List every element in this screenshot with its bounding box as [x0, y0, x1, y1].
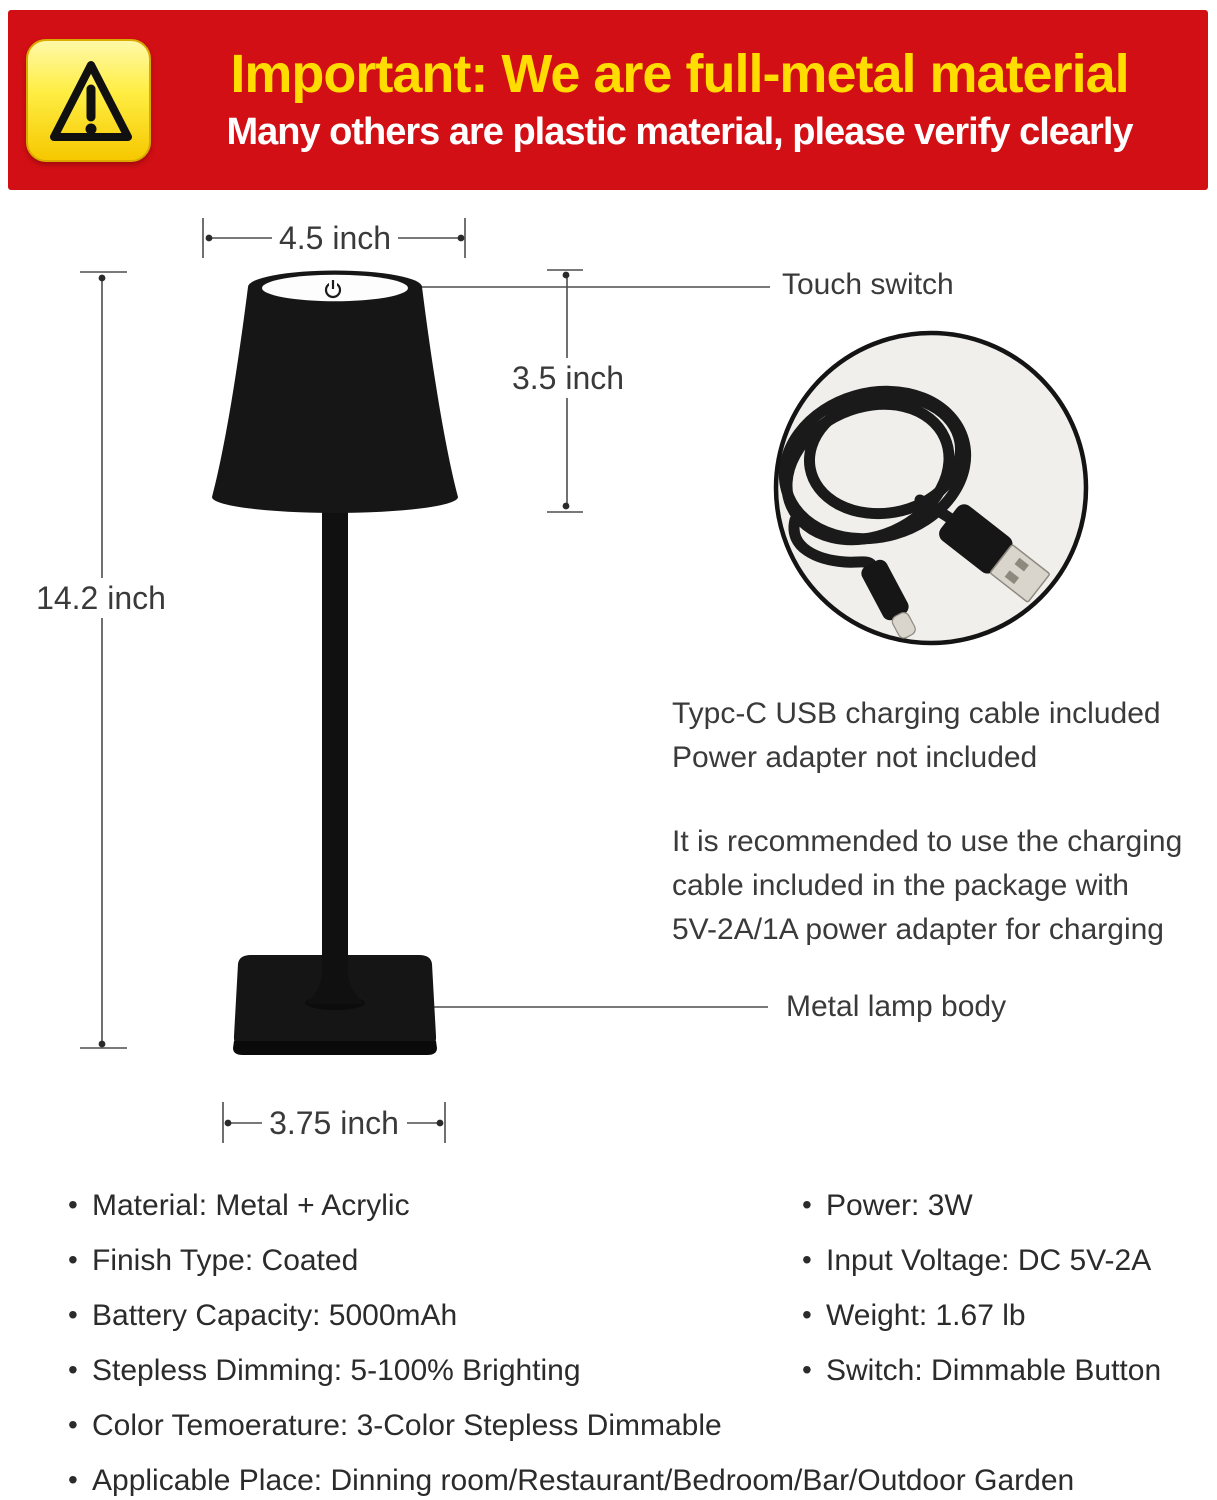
spec-item: • Material: Metal + Acrylic — [66, 1190, 1196, 1222]
cable-note-line1: Typc-C USB charging cable included — [672, 697, 1161, 730]
specs-right-list — [800, 1190, 1210, 1410]
banner-title: Important: We are full-metal material — [230, 44, 1129, 104]
spec-item: • Input Voltage: DC 5V-2A — [800, 1245, 1210, 1277]
banner-subtitle: Many others are plastic material, please verify clearly — [226, 111, 1133, 153]
metal-body-callout-line — [389, 1004, 768, 1011]
dimension-top-width-label: 4.5 inch — [278, 220, 392, 256]
spec-item: • Power: 3W — [800, 1190, 1210, 1222]
spec-item: • Battery Capacity: 5000mAh — [66, 1300, 1196, 1332]
spec-item: • Color Temoerature: 3-Color Stepless Dimmable — [66, 1410, 1196, 1442]
metal-lamp-body-label: Metal lamp body — [786, 990, 1007, 1023]
touch-switch-label: Touch switch — [782, 268, 954, 301]
spec-item: • Applicable Place: Dinning room/Restaurant/Bedroom/Bar/Outdoor Garden — [66, 1465, 1196, 1497]
lamp-pole — [305, 498, 365, 1010]
spec-item: • Switch: Dimmable Button — [800, 1355, 1210, 1387]
charging-note-line1: It is recommended to use the charging — [672, 825, 1183, 858]
charging-note-line2: cable included in the package with — [672, 869, 1129, 902]
spec-item: • Stepless Dimming: 5-100% Brighting — [66, 1355, 1196, 1387]
cable-note-block — [672, 692, 1161, 780]
charging-recommendation-block — [672, 820, 1182, 952]
cable-note-line2: Power adapter not included — [672, 741, 1038, 774]
dimension-shade-height-label: 3.5 inch — [503, 358, 633, 398]
dimension-total-height-lines — [80, 272, 127, 1048]
charging-note-line3: 5V-2A/1A power adapter for charging — [672, 913, 1164, 946]
lamp-shade — [212, 271, 458, 513]
dimension-total-height-label: 14.2 inch — [30, 578, 172, 618]
spec-item: • Finish Type: Coated — [66, 1245, 1196, 1277]
spec-item: • Weight: 1.67 lb — [800, 1300, 1210, 1332]
dimension-base-width-label: 3.75 inch — [269, 1105, 399, 1141]
